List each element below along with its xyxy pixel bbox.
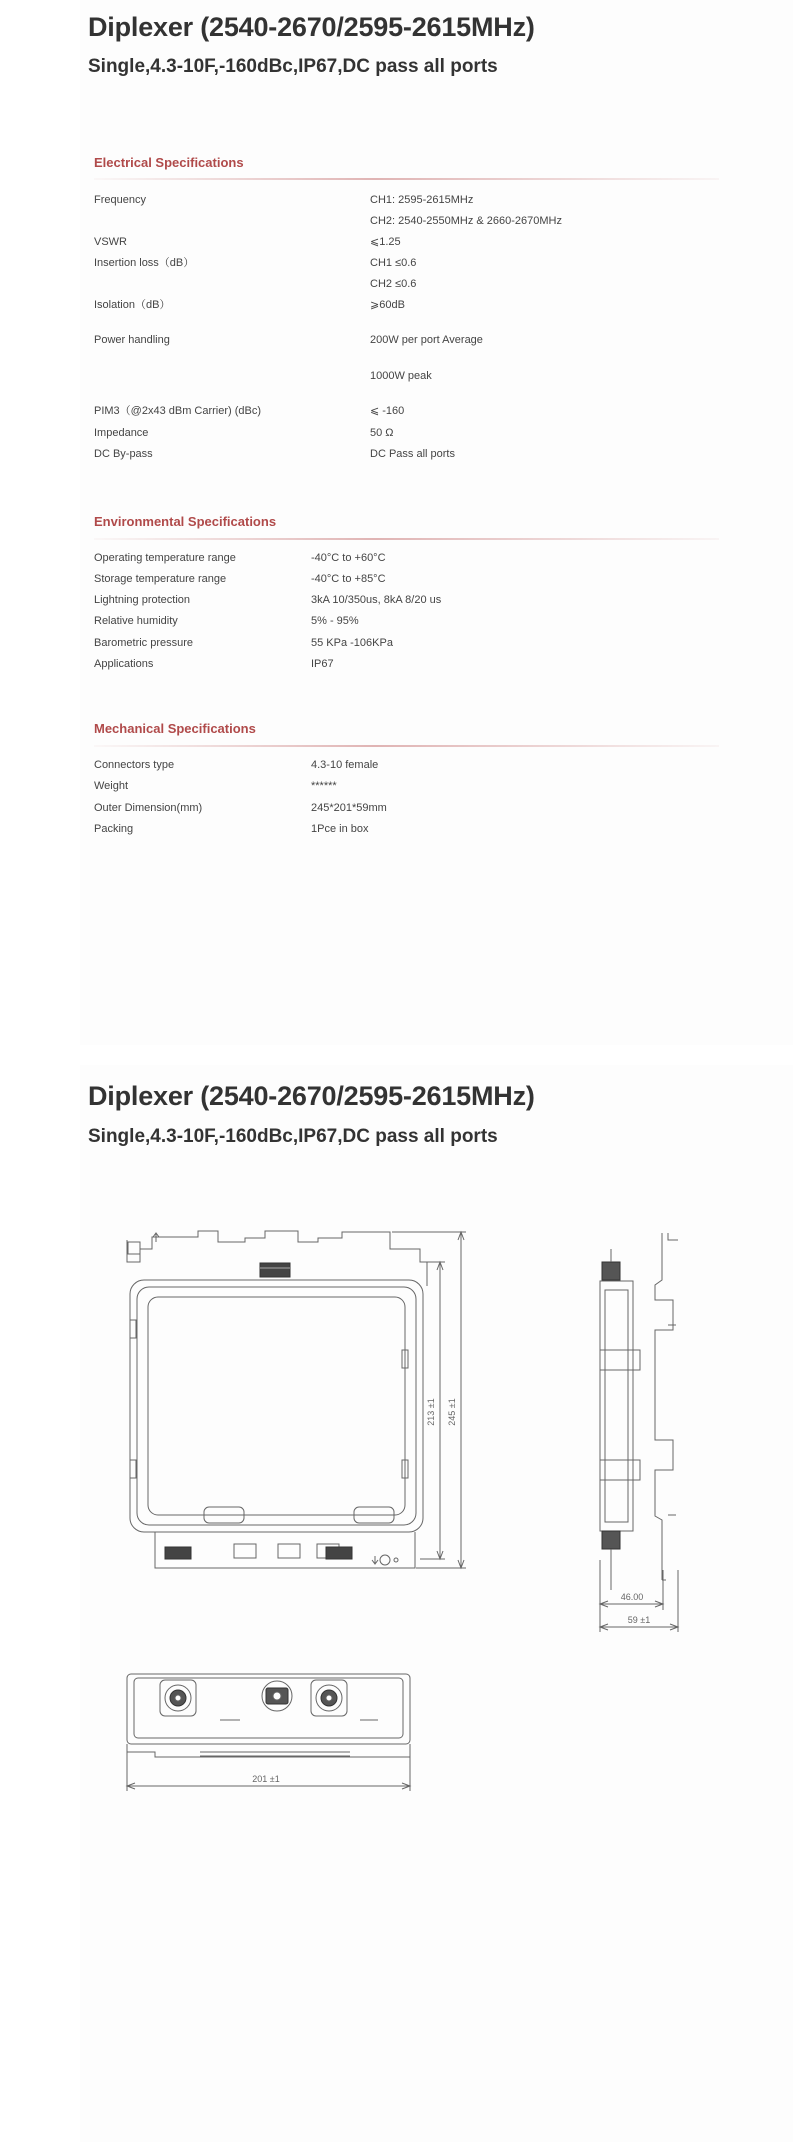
product-subtitle: Single,4.3-10F,-160dBc,IP67,DC pass all ports — [88, 56, 498, 77]
spec-label: PIM3（@2x43 dBm Carrier) (dBc) — [94, 405, 262, 417]
spec-label: Frequency — [94, 194, 146, 206]
spec-label: Storage temperature range — [94, 573, 227, 585]
spec-label: Barometric pressure — [94, 637, 194, 649]
spec-label: Applications — [94, 658, 154, 670]
front-view-outline — [127, 1231, 427, 1568]
spec-label: Connectors type — [94, 759, 175, 771]
spec-label: Weight — [94, 780, 129, 792]
dimension-label: 46.00 — [620, 1592, 644, 1602]
spec-value: 1Pce in box — [311, 823, 369, 835]
product-subtitle: Single,4.3-10F,-160dBc,IP67,DC pass all ports — [88, 1126, 498, 1147]
spec-label: Operating temperature range — [94, 552, 236, 564]
spec-value: ⩽ -160 — [370, 405, 405, 417]
spec-label: VSWR — [94, 236, 127, 248]
spec-value: CH1 ≤0.6 — [370, 257, 417, 269]
spec-value: 3kA 10/350us, 8kA 8/20 us — [311, 594, 442, 606]
spec-value: 200W per port Average — [370, 334, 483, 346]
spec-value: 5% - 95% — [311, 615, 359, 627]
spec-value: ****** — [311, 780, 337, 792]
spec-value: 50 Ω — [370, 427, 394, 439]
spec-label: Packing — [94, 823, 134, 835]
spec-label: Insertion loss（dB） — [94, 257, 195, 269]
product-title: Diplexer (2540-2670/2595-2615MHz) — [88, 1081, 535, 1111]
spec-value: CH2: 2540-2550MHz & 2660-2670MHz — [370, 215, 562, 227]
spec-value: 1000W peak — [370, 370, 432, 382]
product-title: Diplexer (2540-2670/2595-2615MHz) — [88, 12, 535, 42]
spec-value: -40°C to +85°C — [311, 573, 386, 585]
spec-label: Relative humidity — [94, 615, 178, 627]
spec-value: -40°C to +60°C — [311, 552, 386, 564]
spec-label: Outer Dimension(mm) — [94, 802, 203, 814]
dimension-label: 213 ±1 — [426, 1398, 436, 1426]
spec-value: DC Pass all ports — [370, 448, 455, 460]
spec-value: 245*201*59mm — [311, 802, 387, 814]
spec-value: CH2 ≤0.6 — [370, 278, 417, 290]
spec-label: DC By-pass — [94, 448, 153, 460]
side-view-outline — [600, 1233, 678, 1590]
spec-value: ⩾60dB — [370, 299, 405, 311]
spec-value: 4.3-10 female — [311, 759, 379, 771]
spec-value: 55 KPa -106KPa — [311, 637, 393, 649]
dimension-label: 59 ±1 — [627, 1615, 651, 1625]
dimension-label: 201 ±1 — [252, 1774, 280, 1784]
spec-label: Isolation（dB） — [94, 299, 171, 311]
mechanical-heading: Mechanical Specifications — [94, 721, 256, 736]
spec-label: Power handling — [94, 334, 170, 346]
spec-value: CH1: 2595-2615MHz — [370, 194, 474, 206]
environmental-heading: Environmental Specifications — [94, 514, 277, 529]
bottom-view-outline — [127, 1674, 410, 1757]
spec-label: Impedance — [94, 427, 149, 439]
dimension-label: 245 ±1 — [447, 1398, 457, 1426]
spec-value: ⩽1.25 — [370, 236, 401, 248]
electrical-heading: Electrical Specifications — [94, 155, 244, 170]
spec-value: IP67 — [311, 658, 334, 670]
spec-label: Lightning protection — [94, 594, 191, 606]
